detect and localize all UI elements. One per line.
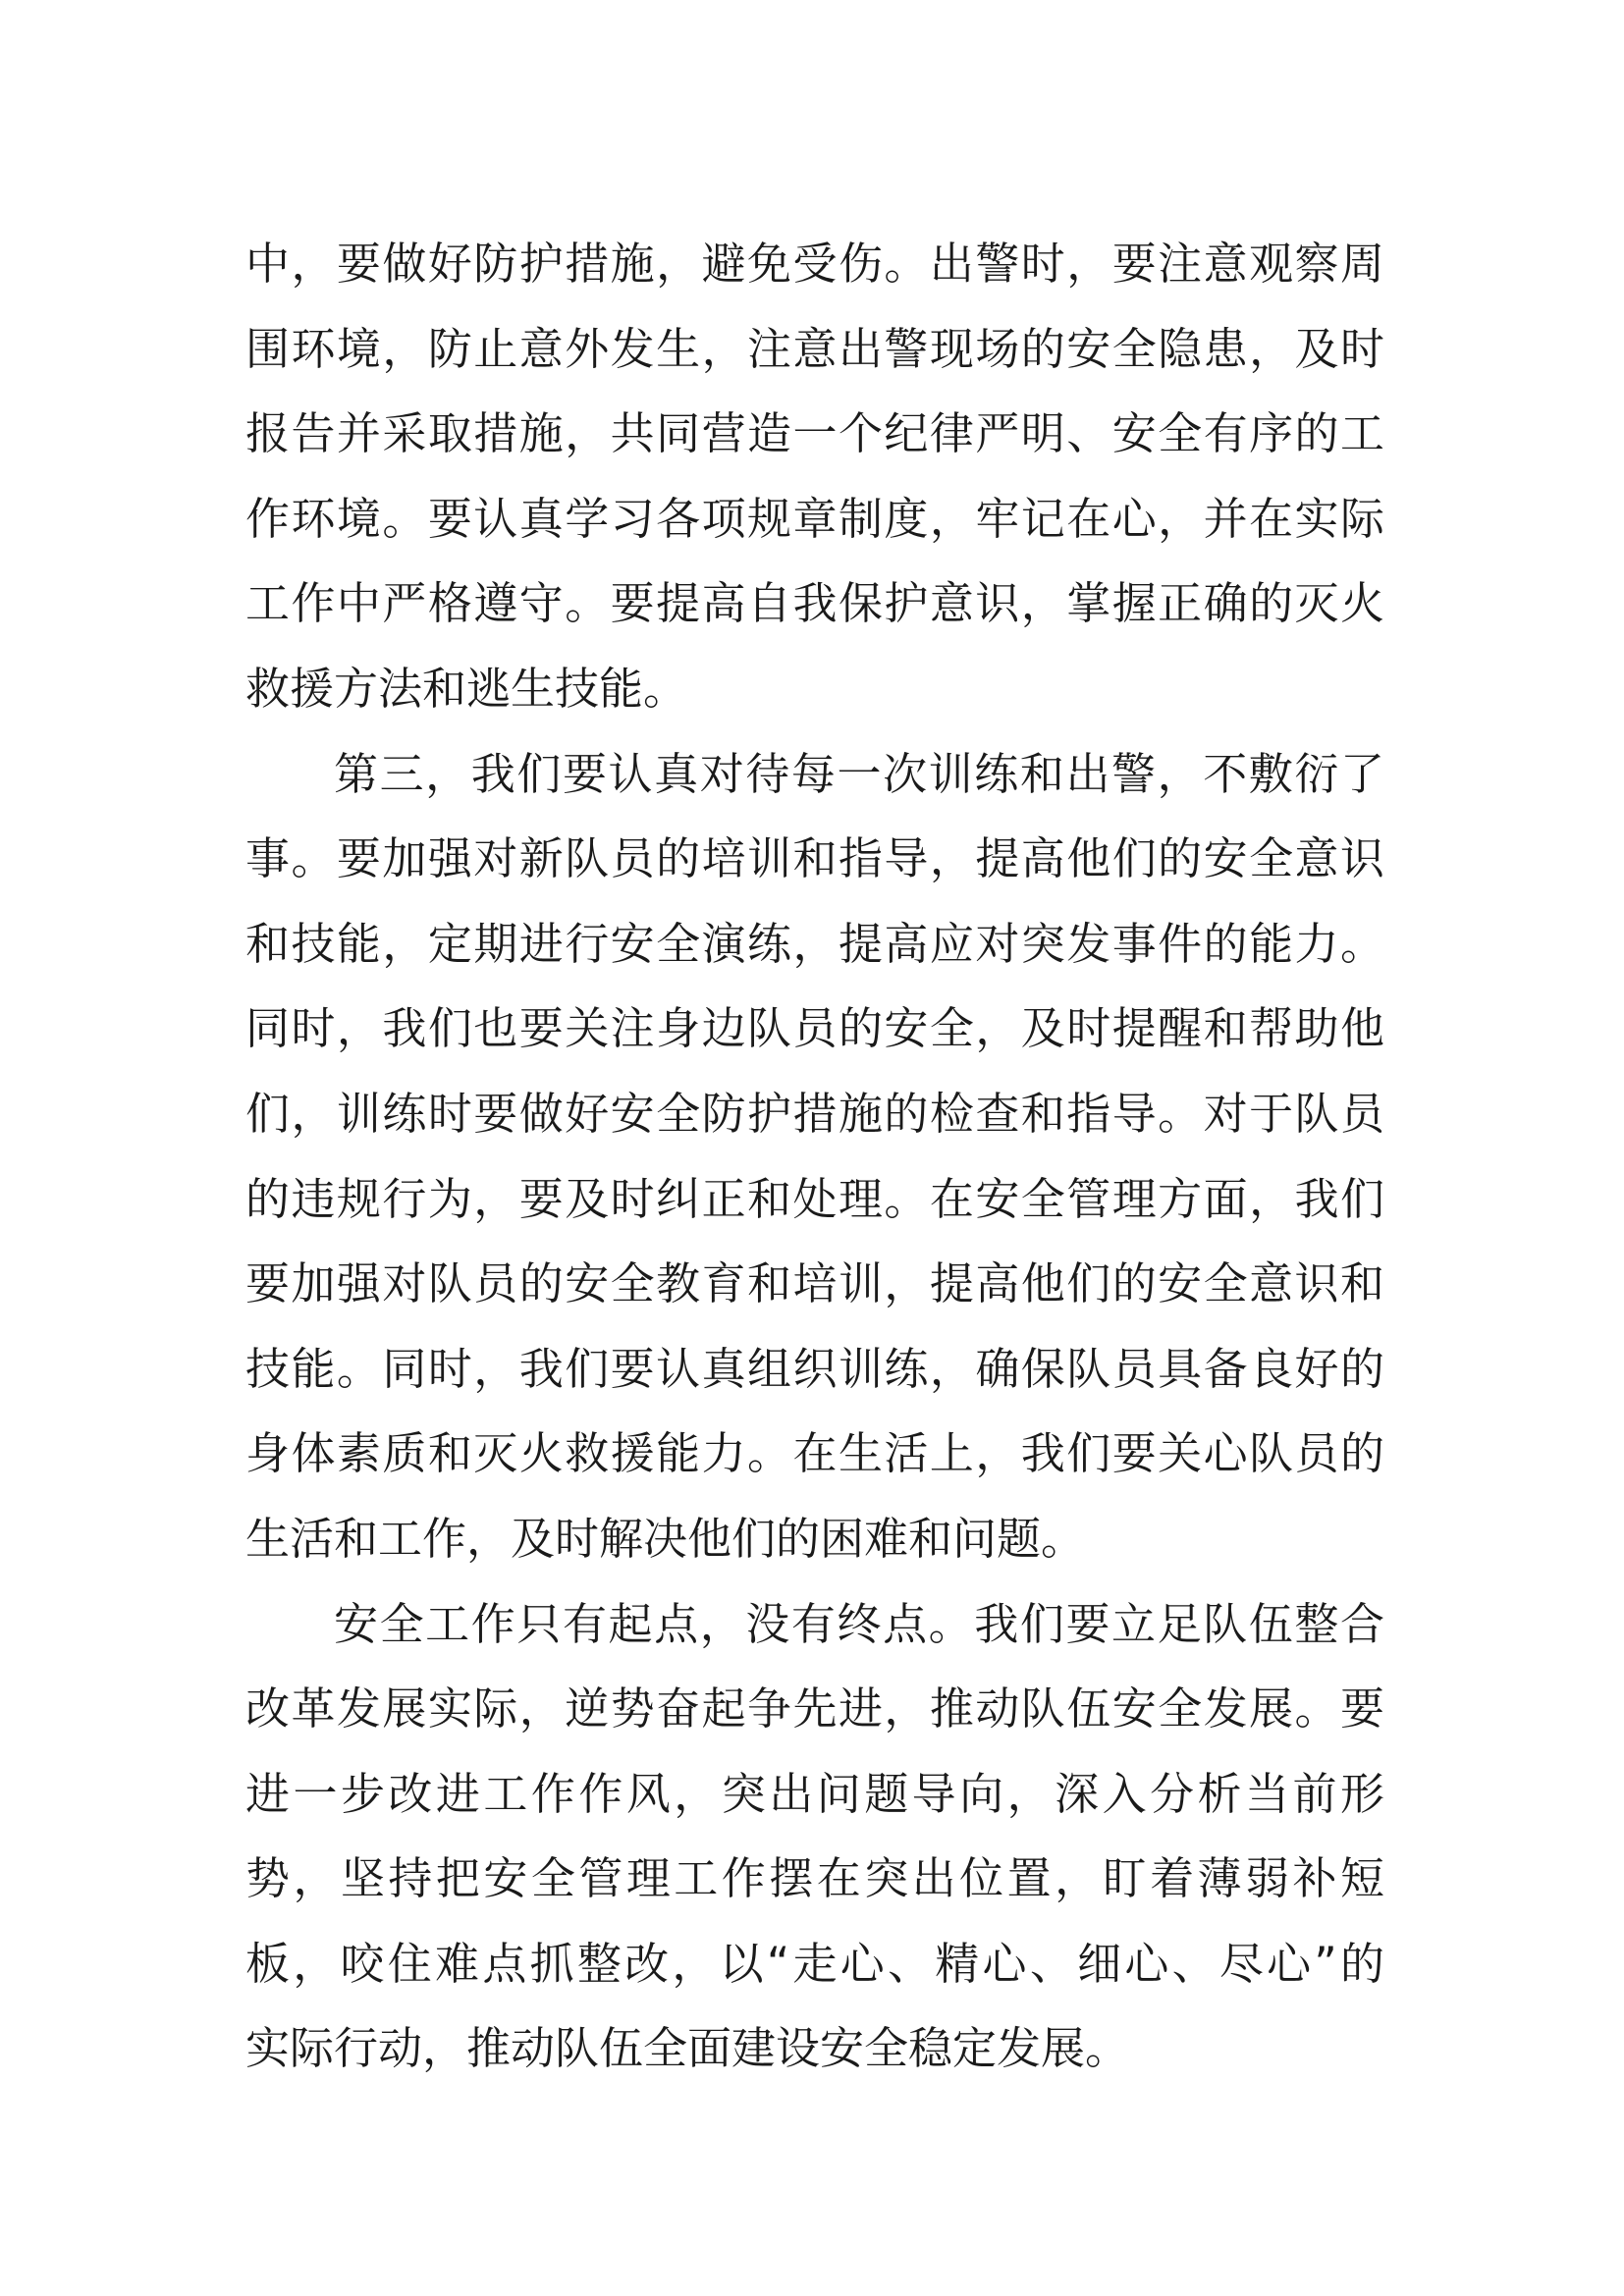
text-line: 实际行动，推动队伍全面建设安全稳定发展。	[245, 2022, 1130, 2075]
text-line: 救援方法和逃生技能。	[245, 662, 688, 715]
document-body	[245, 222, 1384, 2092]
text-line: 中，要做好防护措施，避免受伤。出警时，要注意观察周	[245, 238, 1384, 290]
paragraph-third-point	[245, 732, 1384, 1582]
text-line: 同时，我们也要关注身边队员的安全，及时提醒和帮助他	[245, 1002, 1384, 1055]
text-line: 要加强对队员的安全教育和培训，提高他们的安全意识和	[245, 1257, 1384, 1310]
text-line: 作环境。要认真学习各项规章制度，牢记在心，并在实际	[245, 492, 1384, 545]
text-line: 和技能，定期进行安全演练，提高应对突发事件的能力。	[245, 917, 1384, 970]
text-line: 技能。同时，我们要认真组织训练，确保队员具备良好的	[245, 1342, 1384, 1395]
text-line: 工作中严格遵守。要提高自我保护意识，掌握正确的灭火	[245, 577, 1384, 630]
text-line: 势，坚持把安全管理工作摆在突出位置，盯着薄弱补短	[245, 1852, 1384, 1905]
text-line: 第三，我们要认真对待每一次训练和出警，不敷衍了	[334, 747, 1384, 800]
text-line: 们，训练时要做好安全防护措施的检查和指导。对于队员	[245, 1087, 1384, 1140]
text-line: 事。要加强对新队员的培训和指导，提高他们的安全意识	[245, 832, 1384, 885]
text-line: 身体素质和灭火救援能力。在生活上，我们要关心队员的	[245, 1427, 1384, 1480]
paragraph-protection-measures	[245, 222, 1384, 732]
text-line: 生活和工作，及时解决他们的困难和问题。	[245, 1512, 1086, 1565]
paragraph-conclusion	[245, 1582, 1384, 2093]
text-line: 改革发展实际，逆势奋起争先进，推动队伍安全发展。要	[245, 1682, 1384, 1735]
text-line: 安全工作只有起点，没有终点。我们要立足队伍整合	[334, 1597, 1384, 1650]
text-line: 板，咬住难点抓整改，以“走心、精心、细心、尽心”的	[245, 1937, 1384, 1990]
text-line: 进一步改进工作作风，突出问题导向，深入分析当前形	[245, 1767, 1384, 1820]
text-line: 围环境，防止意外发生，注意出警现场的安全隐患，及时	[245, 322, 1384, 375]
text-line: 的违规行为，要及时纠正和处理。在安全管理方面，我们	[245, 1172, 1384, 1225]
text-line: 报告并采取措施，共同营造一个纪律严明、安全有序的工	[245, 407, 1384, 460]
